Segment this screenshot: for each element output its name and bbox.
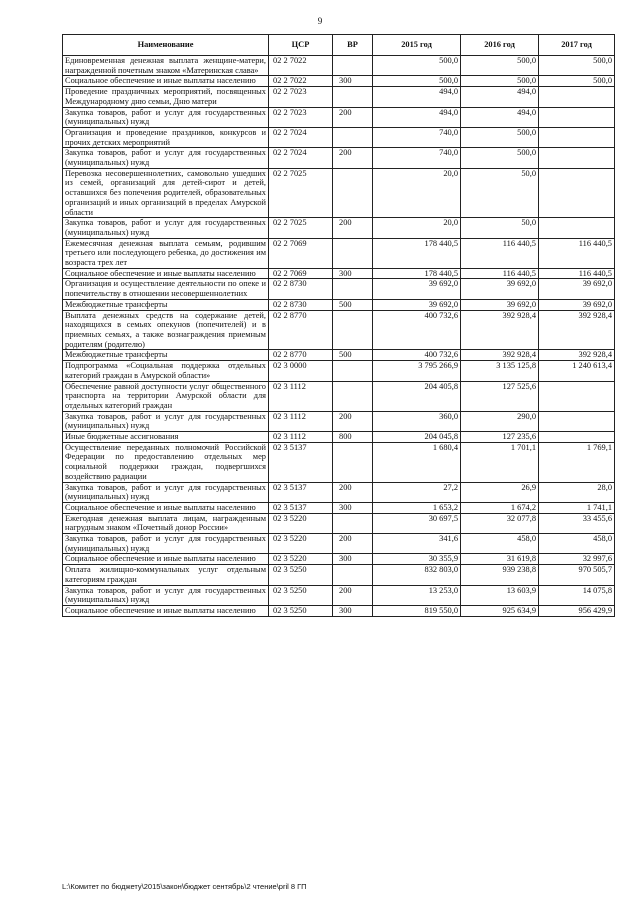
row-csr-cell: 02 2 7023 — [269, 87, 333, 107]
header-name: Наименование — [63, 35, 269, 56]
row-2015-cell: 204 405,8 — [373, 381, 461, 411]
row-vr-cell — [333, 361, 373, 381]
row-csr-cell: 02 3 1112 — [269, 432, 333, 443]
row-csr-cell: 02 2 7024 — [269, 148, 333, 168]
row-csr-cell: 02 2 7025 — [269, 168, 333, 218]
row-2016-cell: 290,0 — [461, 411, 539, 431]
row-2015-cell: 400 732,6 — [373, 350, 461, 361]
row-vr-cell: 200 — [333, 585, 373, 605]
row-2015-cell: 500,0 — [373, 76, 461, 87]
row-2015-cell: 819 550,0 — [373, 605, 461, 616]
row-2015-cell: 30 697,5 — [373, 513, 461, 533]
row-csr-cell: 02 2 7024 — [269, 127, 333, 147]
table-row — [63, 218, 615, 238]
row-vr-cell — [333, 565, 373, 585]
table-row — [63, 279, 615, 299]
table-row — [63, 310, 615, 350]
row-2017-cell: 956 429,9 — [539, 605, 615, 616]
row-2015-cell: 740,0 — [373, 127, 461, 147]
table-row — [63, 350, 615, 361]
table-row — [63, 299, 615, 310]
row-2017-cell: 1 769,1 — [539, 442, 615, 482]
row-2017-cell — [539, 218, 615, 238]
row-name-cell: Иные бюджетные ассигнования — [63, 432, 269, 443]
table-row — [63, 268, 615, 279]
row-2016-cell: 39 692,0 — [461, 299, 539, 310]
row-csr-cell: 02 2 8730 — [269, 299, 333, 310]
row-2017-cell: 392 928,4 — [539, 350, 615, 361]
row-2017-cell: 970 505,7 — [539, 565, 615, 585]
row-2017-cell — [539, 168, 615, 218]
row-2016-cell: 494,0 — [461, 87, 539, 107]
row-2017-cell: 39 692,0 — [539, 279, 615, 299]
row-2015-cell: 832 803,0 — [373, 565, 461, 585]
header-row — [63, 35, 615, 56]
row-name-cell: Обеспечение равной доступности услуг общественного транспорта на территории Амурской области для отдельных категорий граждан — [63, 381, 269, 411]
row-2017-cell — [539, 148, 615, 168]
row-2015-cell: 360,0 — [373, 411, 461, 431]
row-2016-cell: 392 928,4 — [461, 310, 539, 350]
table-row — [63, 534, 615, 554]
row-2016-cell: 500,0 — [461, 76, 539, 87]
row-2015-cell: 27,2 — [373, 482, 461, 502]
row-2016-cell: 26,9 — [461, 482, 539, 502]
row-2017-cell: 458,0 — [539, 534, 615, 554]
row-2015-cell: 13 253,0 — [373, 585, 461, 605]
row-2015-cell: 500,0 — [373, 56, 461, 76]
table-body — [63, 56, 615, 617]
table-row — [63, 127, 615, 147]
row-vr-cell: 200 — [333, 411, 373, 431]
table-row — [63, 432, 615, 443]
row-2017-cell — [539, 432, 615, 443]
row-csr-cell: 02 2 7069 — [269, 238, 333, 268]
row-2016-cell: 1 701,1 — [461, 442, 539, 482]
row-2017-cell — [539, 411, 615, 431]
row-csr-cell: 02 3 0000 — [269, 361, 333, 381]
row-csr-cell: 02 3 5220 — [269, 534, 333, 554]
row-csr-cell: 02 3 5137 — [269, 502, 333, 513]
row-2017-cell — [539, 127, 615, 147]
row-name-cell: Ежегодная денежная выплата лицам, награжденным нагрудным знаком «Почетный донор России» — [63, 513, 269, 533]
row-vr-cell: 200 — [333, 148, 373, 168]
row-name-cell: Оплата жилищно-коммунальных услуг отдельным категориям граждан — [63, 565, 269, 585]
row-2015-cell: 494,0 — [373, 107, 461, 127]
row-2015-cell: 341,6 — [373, 534, 461, 554]
row-2016-cell: 13 603,9 — [461, 585, 539, 605]
row-2015-cell: 400 732,6 — [373, 310, 461, 350]
row-2015-cell: 3 795 266,9 — [373, 361, 461, 381]
row-2016-cell: 116 440,5 — [461, 268, 539, 279]
table-row — [63, 381, 615, 411]
row-vr-cell — [333, 442, 373, 482]
row-2017-cell: 500,0 — [539, 56, 615, 76]
row-name-cell: Социальное обеспечение и иные выплаты населению — [63, 502, 269, 513]
row-csr-cell: 02 2 7025 — [269, 218, 333, 238]
row-csr-cell: 02 3 5220 — [269, 554, 333, 565]
row-name-cell: Организация и осуществление деятельности по опеке и попечительству в отношении несовершеннолетних — [63, 279, 269, 299]
row-name-cell: Закупка товаров, работ и услуг для государственных (муниципальных) нужд — [63, 585, 269, 605]
row-2016-cell: 127 235,6 — [461, 432, 539, 443]
row-name-cell: Подпрограмма «Социальная поддержка отдельных категорий граждан в Амурской области» — [63, 361, 269, 381]
row-2017-cell — [539, 381, 615, 411]
table-row — [63, 148, 615, 168]
table-row — [63, 238, 615, 268]
row-2015-cell: 20,0 — [373, 168, 461, 218]
row-vr-cell — [333, 513, 373, 533]
row-vr-cell: 500 — [333, 299, 373, 310]
row-csr-cell: 02 2 7022 — [269, 56, 333, 76]
row-vr-cell: 200 — [333, 482, 373, 502]
table-row — [63, 585, 615, 605]
table-row — [63, 107, 615, 127]
row-vr-cell: 200 — [333, 534, 373, 554]
table-row — [63, 76, 615, 87]
row-2015-cell: 39 692,0 — [373, 299, 461, 310]
row-2016-cell: 127 525,6 — [461, 381, 539, 411]
row-2016-cell: 939 238,8 — [461, 565, 539, 585]
row-2015-cell: 494,0 — [373, 87, 461, 107]
row-csr-cell: 02 2 8770 — [269, 350, 333, 361]
row-csr-cell: 02 3 5137 — [269, 442, 333, 482]
row-2016-cell: 116 440,5 — [461, 238, 539, 268]
row-2017-cell: 116 440,5 — [539, 238, 615, 268]
row-vr-cell — [333, 238, 373, 268]
row-2015-cell: 1 680,4 — [373, 442, 461, 482]
table-row — [63, 168, 615, 218]
row-name-cell: Организация и проведение праздников, конкурсов и прочих детских мероприятий — [63, 127, 269, 147]
row-2017-cell — [539, 87, 615, 107]
row-vr-cell — [333, 168, 373, 218]
row-vr-cell — [333, 127, 373, 147]
row-csr-cell: 02 3 5220 — [269, 513, 333, 533]
row-2016-cell: 39 692,0 — [461, 279, 539, 299]
row-2015-cell: 740,0 — [373, 148, 461, 168]
row-name-cell: Межбюджетные трансферты — [63, 299, 269, 310]
table-row — [63, 411, 615, 431]
header-vr: ВР — [333, 35, 373, 56]
row-2015-cell: 204 045,8 — [373, 432, 461, 443]
row-2016-cell: 50,0 — [461, 168, 539, 218]
row-2017-cell: 39 692,0 — [539, 299, 615, 310]
table-header — [63, 35, 615, 56]
row-2016-cell: 500,0 — [461, 148, 539, 168]
row-name-cell: Закупка товаров, работ и услуг для государственных (муниципальных) нужд — [63, 218, 269, 238]
row-2016-cell: 50,0 — [461, 218, 539, 238]
row-vr-cell: 200 — [333, 107, 373, 127]
row-vr-cell: 500 — [333, 350, 373, 361]
row-name-cell: Закупка товаров, работ и услуг для государственных (муниципальных) нужд — [63, 482, 269, 502]
header-2017: 2017 год — [539, 35, 615, 56]
row-vr-cell — [333, 310, 373, 350]
row-vr-cell — [333, 87, 373, 107]
page-number: 9 — [317, 16, 323, 26]
row-csr-cell: 02 3 5250 — [269, 585, 333, 605]
row-2017-cell: 116 440,5 — [539, 268, 615, 279]
row-2017-cell: 392 928,4 — [539, 310, 615, 350]
row-2015-cell: 30 355,9 — [373, 554, 461, 565]
row-vr-cell: 800 — [333, 432, 373, 443]
row-name-cell: Выплата денежных средств на содержание детей, находящихся в семьях опекунов (попечителей) и в приемных семьях, а также вознаграждения приемным родителям (родителю) — [63, 310, 269, 350]
row-name-cell: Социальное обеспечение и иные выплаты населению — [63, 268, 269, 279]
table-row — [63, 361, 615, 381]
row-2016-cell: 31 619,8 — [461, 554, 539, 565]
header-2016: 2016 год — [461, 35, 539, 56]
row-vr-cell: 200 — [333, 218, 373, 238]
row-2017-cell — [539, 107, 615, 127]
row-2017-cell: 33 455,6 — [539, 513, 615, 533]
row-2015-cell: 39 692,0 — [373, 279, 461, 299]
table-row — [63, 442, 615, 482]
row-csr-cell: 02 2 7023 — [269, 107, 333, 127]
row-2017-cell: 1 240 613,4 — [539, 361, 615, 381]
row-name-cell: Перевозка несовершеннолетних, самовольно ушедших из семей, организаций для детей-сирот и детей, оставшихся без попечения родителей, образовательных организаций и иных организаций в пределах Амурской области — [63, 168, 269, 218]
row-vr-cell: 300 — [333, 76, 373, 87]
table-row — [63, 565, 615, 585]
row-csr-cell: 02 2 8770 — [269, 310, 333, 350]
row-vr-cell: 300 — [333, 502, 373, 513]
row-2016-cell: 925 634,9 — [461, 605, 539, 616]
row-name-cell: Закупка товаров, работ и услуг для государственных (муниципальных) нужд — [63, 534, 269, 554]
row-vr-cell: 300 — [333, 268, 373, 279]
row-name-cell: Осуществление переданных полномочий Российской Федерации по предоставлению отдельных мер социальной поддержки граждан, подвергшихся воздействию радиации — [63, 442, 269, 482]
row-2015-cell: 178 440,5 — [373, 268, 461, 279]
row-csr-cell: 02 3 1112 — [269, 411, 333, 431]
row-2015-cell: 20,0 — [373, 218, 461, 238]
header-2015: 2015 год — [373, 35, 461, 56]
row-csr-cell: 02 3 5137 — [269, 482, 333, 502]
row-csr-cell: 02 3 5250 — [269, 605, 333, 616]
row-name-cell: Закупка товаров, работ и услуг для государственных (муниципальных) нужд — [63, 411, 269, 431]
row-2016-cell: 500,0 — [461, 127, 539, 147]
row-name-cell: Межбюджетные трансферты — [63, 350, 269, 361]
row-name-cell: Социальное обеспечение и иные выплаты населению — [63, 554, 269, 565]
row-2016-cell: 1 674,2 — [461, 502, 539, 513]
row-name-cell: Социальное обеспечение и иные выплаты населению — [63, 605, 269, 616]
row-2017-cell: 500,0 — [539, 76, 615, 87]
row-csr-cell: 02 2 7022 — [269, 76, 333, 87]
header-csr: ЦСР — [269, 35, 333, 56]
table-row — [63, 605, 615, 616]
table-row — [63, 482, 615, 502]
table-row — [63, 87, 615, 107]
row-vr-cell — [333, 56, 373, 76]
row-csr-cell: 02 3 1112 — [269, 381, 333, 411]
row-name-cell: Социальное обеспечение и иные выплаты населению — [63, 76, 269, 87]
row-2017-cell: 14 075,8 — [539, 585, 615, 605]
row-2016-cell: 500,0 — [461, 56, 539, 76]
row-csr-cell: 02 2 8730 — [269, 279, 333, 299]
row-name-cell: Проведение праздничных мероприятий, посвященных Международному дню семьи, Дню матери — [63, 87, 269, 107]
row-vr-cell: 300 — [333, 605, 373, 616]
table-row — [63, 513, 615, 533]
footer-file-path: L:\Комитет по бюджету\2015\закон\бюджет сентябрь\2 чтение\pril 8 ГП — [62, 882, 307, 891]
row-2015-cell: 1 653,2 — [373, 502, 461, 513]
table-row — [63, 554, 615, 565]
row-vr-cell: 300 — [333, 554, 373, 565]
row-2016-cell: 458,0 — [461, 534, 539, 554]
table-row — [63, 56, 615, 76]
row-csr-cell: 02 3 5250 — [269, 565, 333, 585]
row-vr-cell — [333, 279, 373, 299]
row-csr-cell: 02 2 7069 — [269, 268, 333, 279]
row-name-cell: Закупка товаров, работ и услуг для государственных (муниципальных) нужд — [63, 107, 269, 127]
row-2016-cell: 392 928,4 — [461, 350, 539, 361]
row-2016-cell: 32 077,8 — [461, 513, 539, 533]
row-2017-cell: 32 997,6 — [539, 554, 615, 565]
row-name-cell: Единовременная денежная выплата женщине-матери, награжденной почетным знаком «Материнская слава» — [63, 56, 269, 76]
row-2016-cell: 3 135 125,8 — [461, 361, 539, 381]
budget-table — [62, 34, 615, 617]
row-vr-cell — [333, 381, 373, 411]
row-name-cell: Закупка товаров, работ и услуг для государственных (муниципальных) нужд — [63, 148, 269, 168]
table-row — [63, 502, 615, 513]
row-2016-cell: 494,0 — [461, 107, 539, 127]
row-2017-cell: 1 741,1 — [539, 502, 615, 513]
row-2015-cell: 178 440,5 — [373, 238, 461, 268]
row-2017-cell: 28,0 — [539, 482, 615, 502]
row-name-cell: Ежемесячная денежная выплата семьям, родившим третьего или последующего ребенка, до достижения им возраста трех лет — [63, 238, 269, 268]
